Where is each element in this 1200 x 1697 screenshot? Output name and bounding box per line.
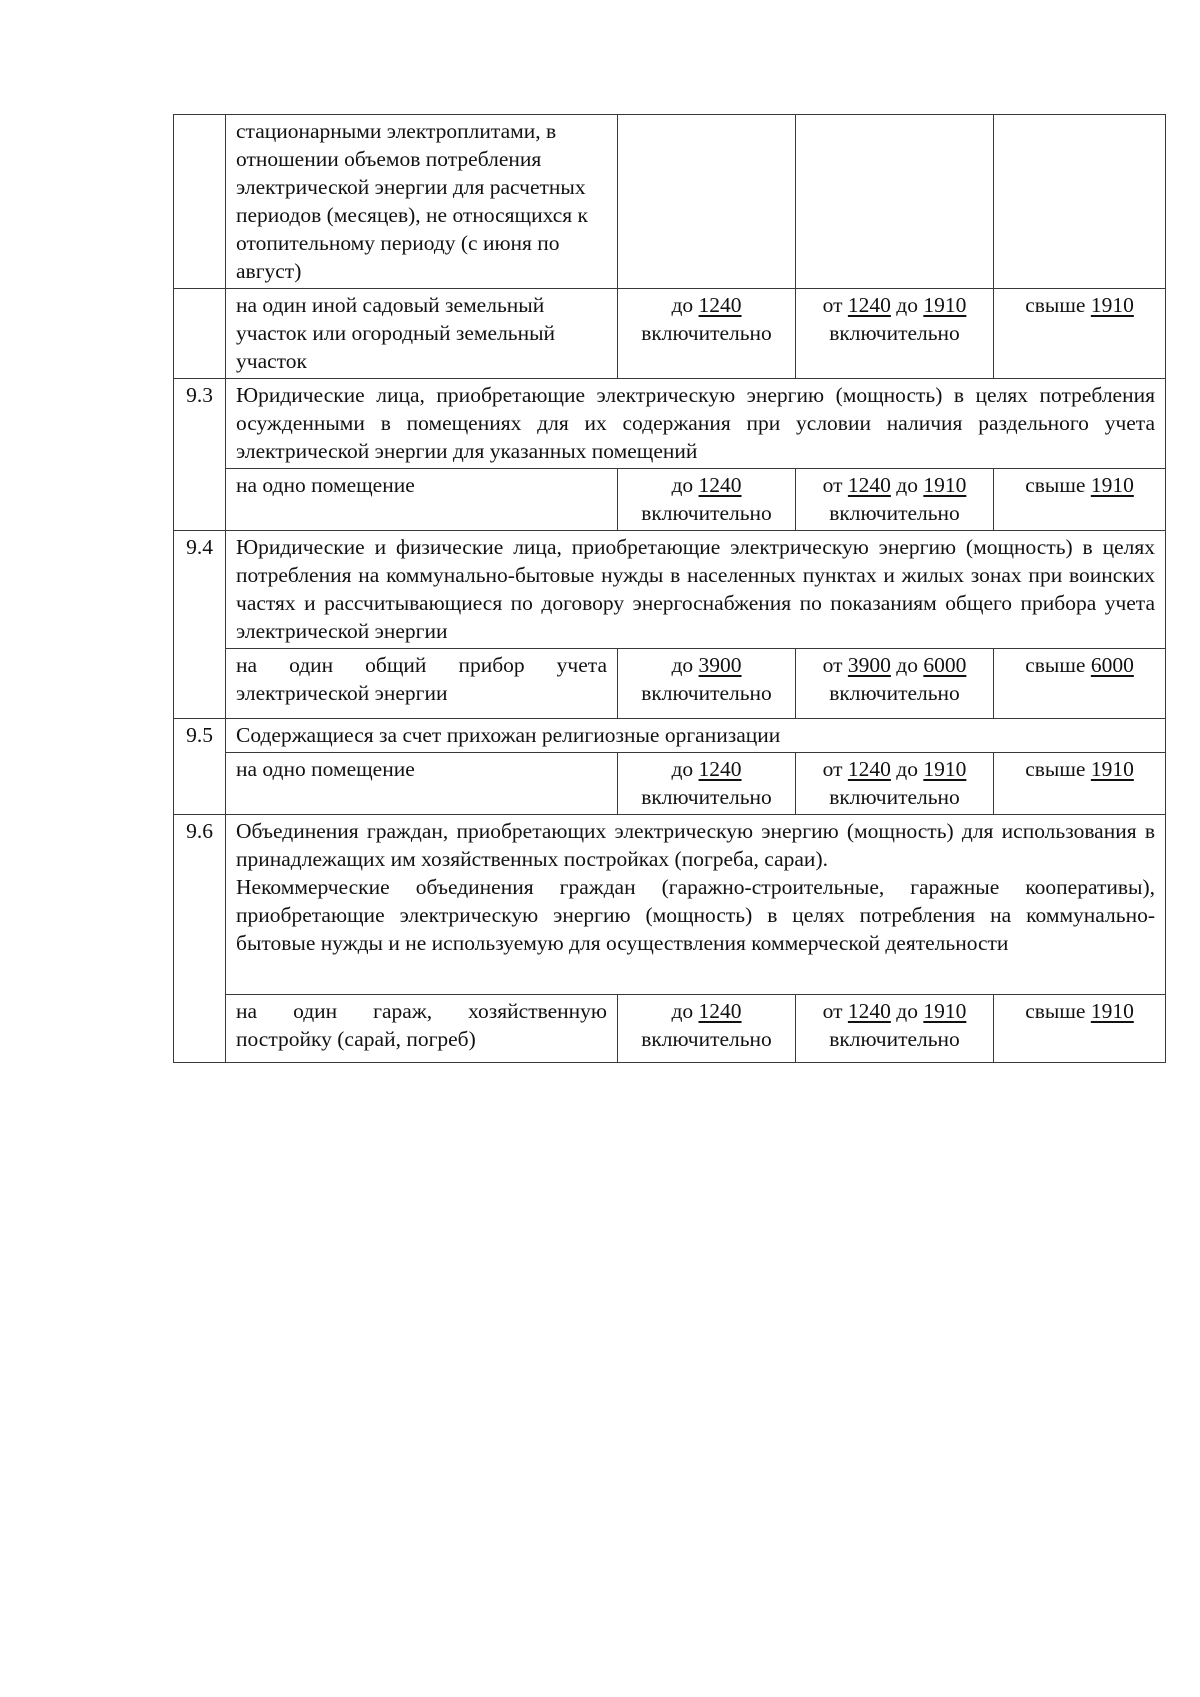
range-value: 1910 xyxy=(1090,999,1134,1023)
range-high-cell: свыше 1910 xyxy=(994,289,1166,379)
category-paragraph: Некоммерческие объединения граждан (гаражно-строительные, гаражные кооперативы), приобретающие электрическую энергию (мощность) в целях потребления на коммунально-бытовые нужды и не используемую для осуществления коммерческой деятельности xyxy=(236,875,1155,955)
range-value: 1240 xyxy=(847,473,891,497)
range-high-cell: свыше 6000 xyxy=(994,649,1166,719)
subrow-description: на один иной садовый земельный участок или огородный земельный участок xyxy=(226,289,618,379)
range-high-cell: свыше 1910 xyxy=(994,469,1166,531)
category-description-continuation: стационарными электроплитами, в отношении объемов потребления электрической энергии для расчетных периодов (месяцев), не относящихся к отопительному периоду (с июня по август) xyxy=(226,115,618,289)
range-mid-cell xyxy=(796,115,994,289)
table-row xyxy=(174,719,1166,753)
range-value: 1240 xyxy=(847,757,891,781)
range-mid-cell: от 1240 до 1910 включительно xyxy=(796,753,994,815)
range-value: 1910 xyxy=(1090,757,1134,781)
subrow-description: на одно помещение xyxy=(226,753,618,815)
range-value: 1910 xyxy=(1090,473,1134,497)
range-value: 1240 xyxy=(698,757,742,781)
range-value: 1910 xyxy=(923,293,967,317)
category-paragraph: Объединения граждан, приобретающих электрическую энергию (мощность) для использования в принадлежащих им хозяйственных постройках (погреба, сараи). xyxy=(236,819,1155,871)
category-description: Юридические лица, приобретающие электрическую энергию (мощность) в целях потребления осужденными в помещениях для их содержания при условии наличия раздельного учета электрической энергии для указанных помещений xyxy=(226,379,1166,469)
category-description: Юридические и физические лица, приобретающие электрическую энергию (мощность) в целях потребления на коммунально-бытовые нужды в населенных пунктах и жилых зонах при воинских частях и рассчитывающиеся по договору энергоснабжения по показаниям общего прибора учета электрической энергии xyxy=(226,531,1166,649)
table-row xyxy=(174,649,1166,719)
category-description: Содержащиеся за счет прихожан религиозные организации xyxy=(226,719,1166,753)
range-high-cell: свыше 1910 xyxy=(994,995,1166,1063)
range-high-cell xyxy=(994,115,1166,289)
range-value: 1240 xyxy=(698,999,742,1023)
category-description xyxy=(226,815,1166,995)
row-number-cell: 9.3 xyxy=(174,379,226,531)
range-low-cell xyxy=(618,115,796,289)
table-row xyxy=(174,115,1166,289)
range-low-cell: до 1240 включительно xyxy=(618,995,796,1063)
range-value: 6000 xyxy=(923,653,967,677)
row-number-cell: 9.5 xyxy=(174,719,226,815)
range-low-cell: до 3900 включительно xyxy=(618,649,796,719)
range-mid-cell: от 1240 до 1910 включительно xyxy=(796,995,994,1063)
range-mid-cell: от 3900 до 6000 включительно xyxy=(796,649,994,719)
row-number-cell: 9.4 xyxy=(174,531,226,719)
range-low-cell: до 1240 включительно xyxy=(618,289,796,379)
subrow-description: на один гараж, хозяйственную постройку (сарай, погреб) xyxy=(226,995,618,1063)
tariff-table xyxy=(173,114,1166,1063)
range-value: 6000 xyxy=(1090,653,1134,677)
row-number-cell xyxy=(174,115,226,289)
range-value: 1240 xyxy=(698,473,742,497)
range-value: 1240 xyxy=(847,999,891,1023)
range-value: 1910 xyxy=(923,999,967,1023)
range-low-cell: до 1240 включительно xyxy=(618,753,796,815)
table-row xyxy=(174,289,1166,379)
table-row xyxy=(174,753,1166,815)
table-row xyxy=(174,469,1166,531)
range-value: 1240 xyxy=(847,293,891,317)
range-value: 1910 xyxy=(923,473,967,497)
range-value: 1910 xyxy=(1090,293,1134,317)
table-row xyxy=(174,379,1166,469)
table-row xyxy=(174,995,1166,1063)
table-row xyxy=(174,815,1166,995)
range-value: 3900 xyxy=(847,653,891,677)
subrow-description: на один общий прибор учета электрической энергии xyxy=(226,649,618,719)
range-low-cell: до 1240 включительно xyxy=(618,469,796,531)
range-value: 1240 xyxy=(698,293,742,317)
range-mid-cell: от 1240 до 1910 включительно xyxy=(796,469,994,531)
range-value: 1910 xyxy=(923,757,967,781)
table-row xyxy=(174,531,1166,649)
row-number-cell: 9.6 xyxy=(174,815,226,1063)
range-value: 3900 xyxy=(698,653,742,677)
subrow-description: на одно помещение xyxy=(226,469,618,531)
range-high-cell: свыше 1910 xyxy=(994,753,1166,815)
range-mid-cell: от 1240 до 1910 включительно xyxy=(796,289,994,379)
row-number-cell xyxy=(174,289,226,379)
